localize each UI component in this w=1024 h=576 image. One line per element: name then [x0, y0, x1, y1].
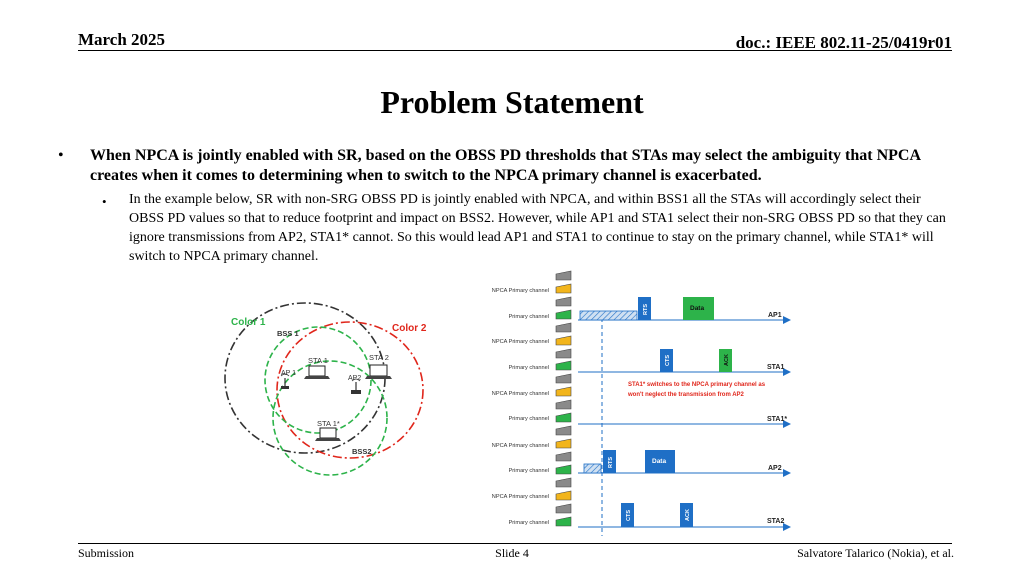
channel-icons	[556, 271, 571, 526]
cts-label: CTS	[626, 510, 632, 521]
footer-author: Salvatore Talarico (Nokia), et al.	[797, 546, 954, 560]
backoff-block	[580, 311, 637, 320]
footer-submission: Submission	[78, 546, 135, 560]
bullet-marker: •	[58, 147, 64, 164]
sta1star-note-line2: won't neglect the transmission from AP2	[628, 392, 744, 398]
channel-label: NPCA Primary channel	[491, 443, 549, 449]
channel-label: Primary channel	[508, 314, 549, 320]
bss2-circle	[277, 322, 423, 458]
data-label: Data	[690, 305, 705, 312]
cts-label: CTS	[665, 355, 671, 366]
channel-label: NPCA Primary channel	[491, 288, 549, 294]
data-label: Data	[652, 458, 667, 465]
channel-label: NPCA Primary channel	[491, 494, 549, 500]
sta1-label: STA 1	[308, 356, 328, 365]
ack-label: ACK	[724, 354, 730, 366]
node-label: AP1	[768, 312, 782, 319]
bss2-label: BSS2	[352, 447, 372, 456]
channel-label: Primary channel	[508, 520, 549, 526]
channel-label: Primary channel	[508, 416, 549, 422]
header-doc-id: doc.: IEEE 802.11-25/0419r01	[735, 33, 952, 52]
sta1-icon	[304, 366, 330, 379]
topology-diagram	[225, 303, 427, 475]
rts-label: RTS	[608, 457, 614, 468]
color2-label: Color 2	[392, 323, 427, 334]
channel-label: Primary channel	[508, 365, 549, 371]
bullet-text-main: When NPCA is jointly enabled with SR, based on the OBSS PD thresholds that STAs may select the ambiguity that NPCA creates when it comes to determining when to switch to the NPCA primary channel is exacerbated.	[90, 147, 921, 184]
ack-label: ACK	[685, 509, 691, 521]
rts-label: RTS	[643, 304, 649, 315]
bullet-text-sub: In the example below, SR with non-SRG OBSS PD is jointly enabled with NPCA, and within BSS1 all the STAs will accordingly select their OBSS PD values so that to reduce footprint and impact on BSS2. However, while AP1 and STA1 select their non-SRG OBSS PD so that they can ignore transmissions from AP2, STA1* cannot. So this would lead AP1 and STA1 to continue to stay on the primary channel, while STA1* will switch to NPCA primary channel.	[129, 192, 946, 264]
sta1star-note-line1: STA1* switches to the NPCA primary channel as	[628, 382, 766, 388]
sub-bullet-marker: •	[102, 194, 107, 209]
ap2-label: AP2	[348, 375, 362, 382]
node-label: STA1*	[767, 416, 788, 423]
channel-label: Primary channel	[508, 468, 549, 474]
node-label: AP2	[768, 465, 782, 472]
channel-label: NPCA Primary channel	[491, 339, 549, 345]
node-label: STA1	[767, 364, 785, 371]
color1-label: Color 1	[231, 317, 266, 328]
slide-title: Problem Statement	[380, 84, 644, 120]
channel-label: NPCA Primary channel	[491, 391, 549, 397]
footer-slide-number: Slide 4	[495, 546, 529, 560]
node-label: STA2	[767, 518, 785, 525]
footer-divider	[78, 543, 952, 544]
header-date: March 2025	[78, 30, 166, 49]
sta1star-label: STA 1*	[317, 419, 340, 428]
bss1-label: BSS 1	[277, 329, 299, 338]
backoff-block	[584, 464, 601, 473]
sta2-label: STA 2	[369, 353, 389, 362]
timing-diagram	[492, 271, 790, 536]
ap1-label: AP 1	[281, 370, 297, 377]
